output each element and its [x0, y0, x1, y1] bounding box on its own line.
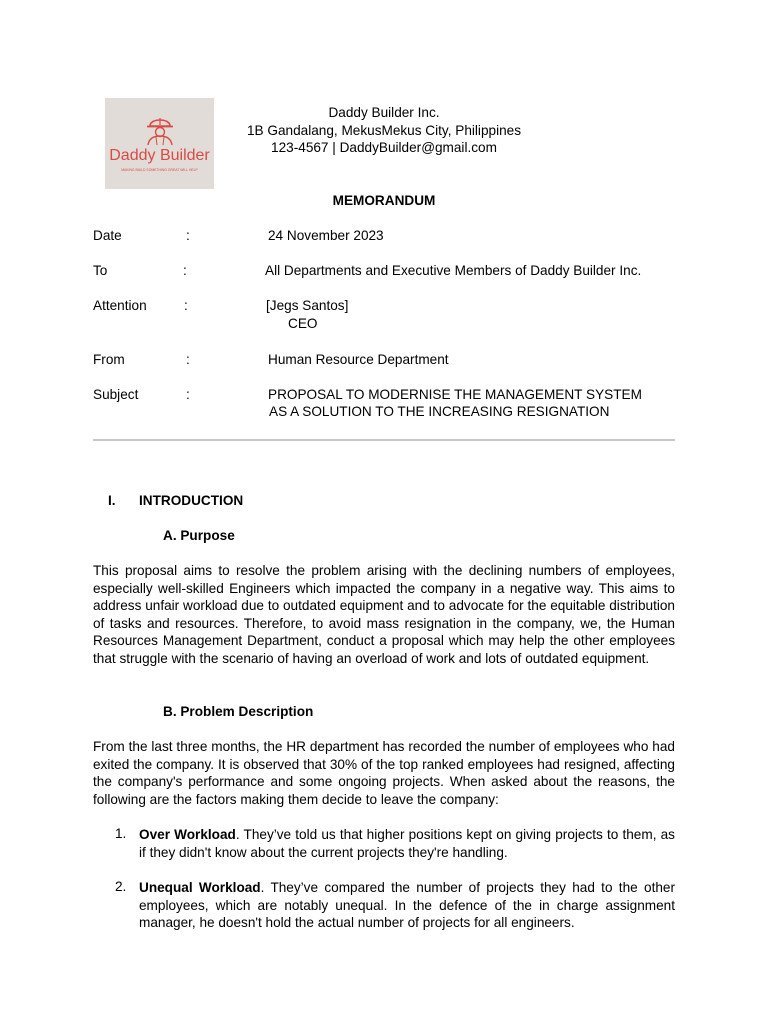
attention-colon: :: [184, 298, 188, 313]
to-label: To: [93, 263, 108, 278]
from-label: From: [93, 352, 125, 367]
to-value: All Departments and Executive Members of Daddy Builder Inc.: [265, 263, 642, 278]
company-contact: 123-4567 | DaddyBuilder@gmail.com: [271, 140, 497, 155]
section-heading: INTRODUCTION: [139, 493, 244, 508]
list-item-number: 1.: [115, 826, 127, 841]
to-colon: :: [183, 263, 187, 278]
company-address: 1B Gandalang, MekusMekus City, Philippines: [246, 123, 522, 138]
from-value: Human Resource Department: [268, 352, 449, 367]
logo-tagline: MAKING BUILD SOMETHING GREAT WILL HELP: [121, 168, 198, 172]
logo-brand-text: Daddy Builder: [109, 147, 210, 164]
purpose-paragraph: This proposal aims to resolve the problem arising with the declining numbers of employees, especially well-skilled Engineers which impacted the company in a negative way. This aims to address unfair workload due to outdated equipment and to advocate for the equitable distribution of tasks and resources. Therefore, to avoid mass resignation in the company, we, the Human Resources Management Department, conduct a proposal which may help the other employees that struggle with the scenario of having an overload of work and lots of outdated equipment.: [93, 563, 675, 666]
list-item-number: 2.: [115, 879, 127, 894]
purpose-heading: A. Purpose: [163, 528, 235, 543]
attention-name: [Jegs Santos]: [266, 298, 349, 313]
divider: [93, 439, 675, 441]
memo-title: MEMORANDUM: [332, 193, 436, 208]
date-value: 24 November 2023: [268, 228, 384, 243]
list-item: [139, 826, 675, 861]
list-item-term: Over Workload: [139, 827, 236, 842]
subject-line-2: AS A SOLUTION TO THE INCREASING RESIGNATION: [269, 404, 610, 419]
list-item-text: . They’ve told us that higher positions kept on giving projects to them, as if they didn't know about the current projects they're handling.: [139, 827, 675, 860]
problem-paragraph: From the last three months, the HR department has recorded the number of employees who had exited the company. It is observed that 30% of the top ranked employees had resigned, affecting the company's performance and some ongoing projects. When asked about the reasons, the following are the factors making them decide to leave the company:: [93, 739, 675, 807]
list-item-term: Unequal Workload: [139, 880, 261, 895]
company-name: Daddy Builder Inc.: [328, 105, 440, 120]
worker-helmet-icon: [143, 113, 177, 145]
date-colon: :: [186, 228, 190, 243]
attention-position: CEO: [288, 316, 318, 331]
attention-label: Attention: [93, 298, 147, 313]
subject-colon: :: [186, 387, 190, 402]
from-colon: :: [186, 352, 190, 367]
problem-heading: B. Problem Description: [163, 704, 314, 719]
date-label: Date: [93, 228, 122, 243]
subject-line-1: PROPOSAL TO MODERNISE THE MANAGEMENT SYSTEM: [268, 387, 642, 402]
list-item-text: . They’ve compared the number of projects they had to the other employees, which are notably unequal. In the defence of the in charge assignment manager, he doesn't hold the actual number of projects for all engineers.: [139, 880, 675, 931]
section-numeral: I.: [108, 493, 116, 508]
list-item: [139, 879, 675, 932]
subject-label: Subject: [93, 387, 139, 402]
